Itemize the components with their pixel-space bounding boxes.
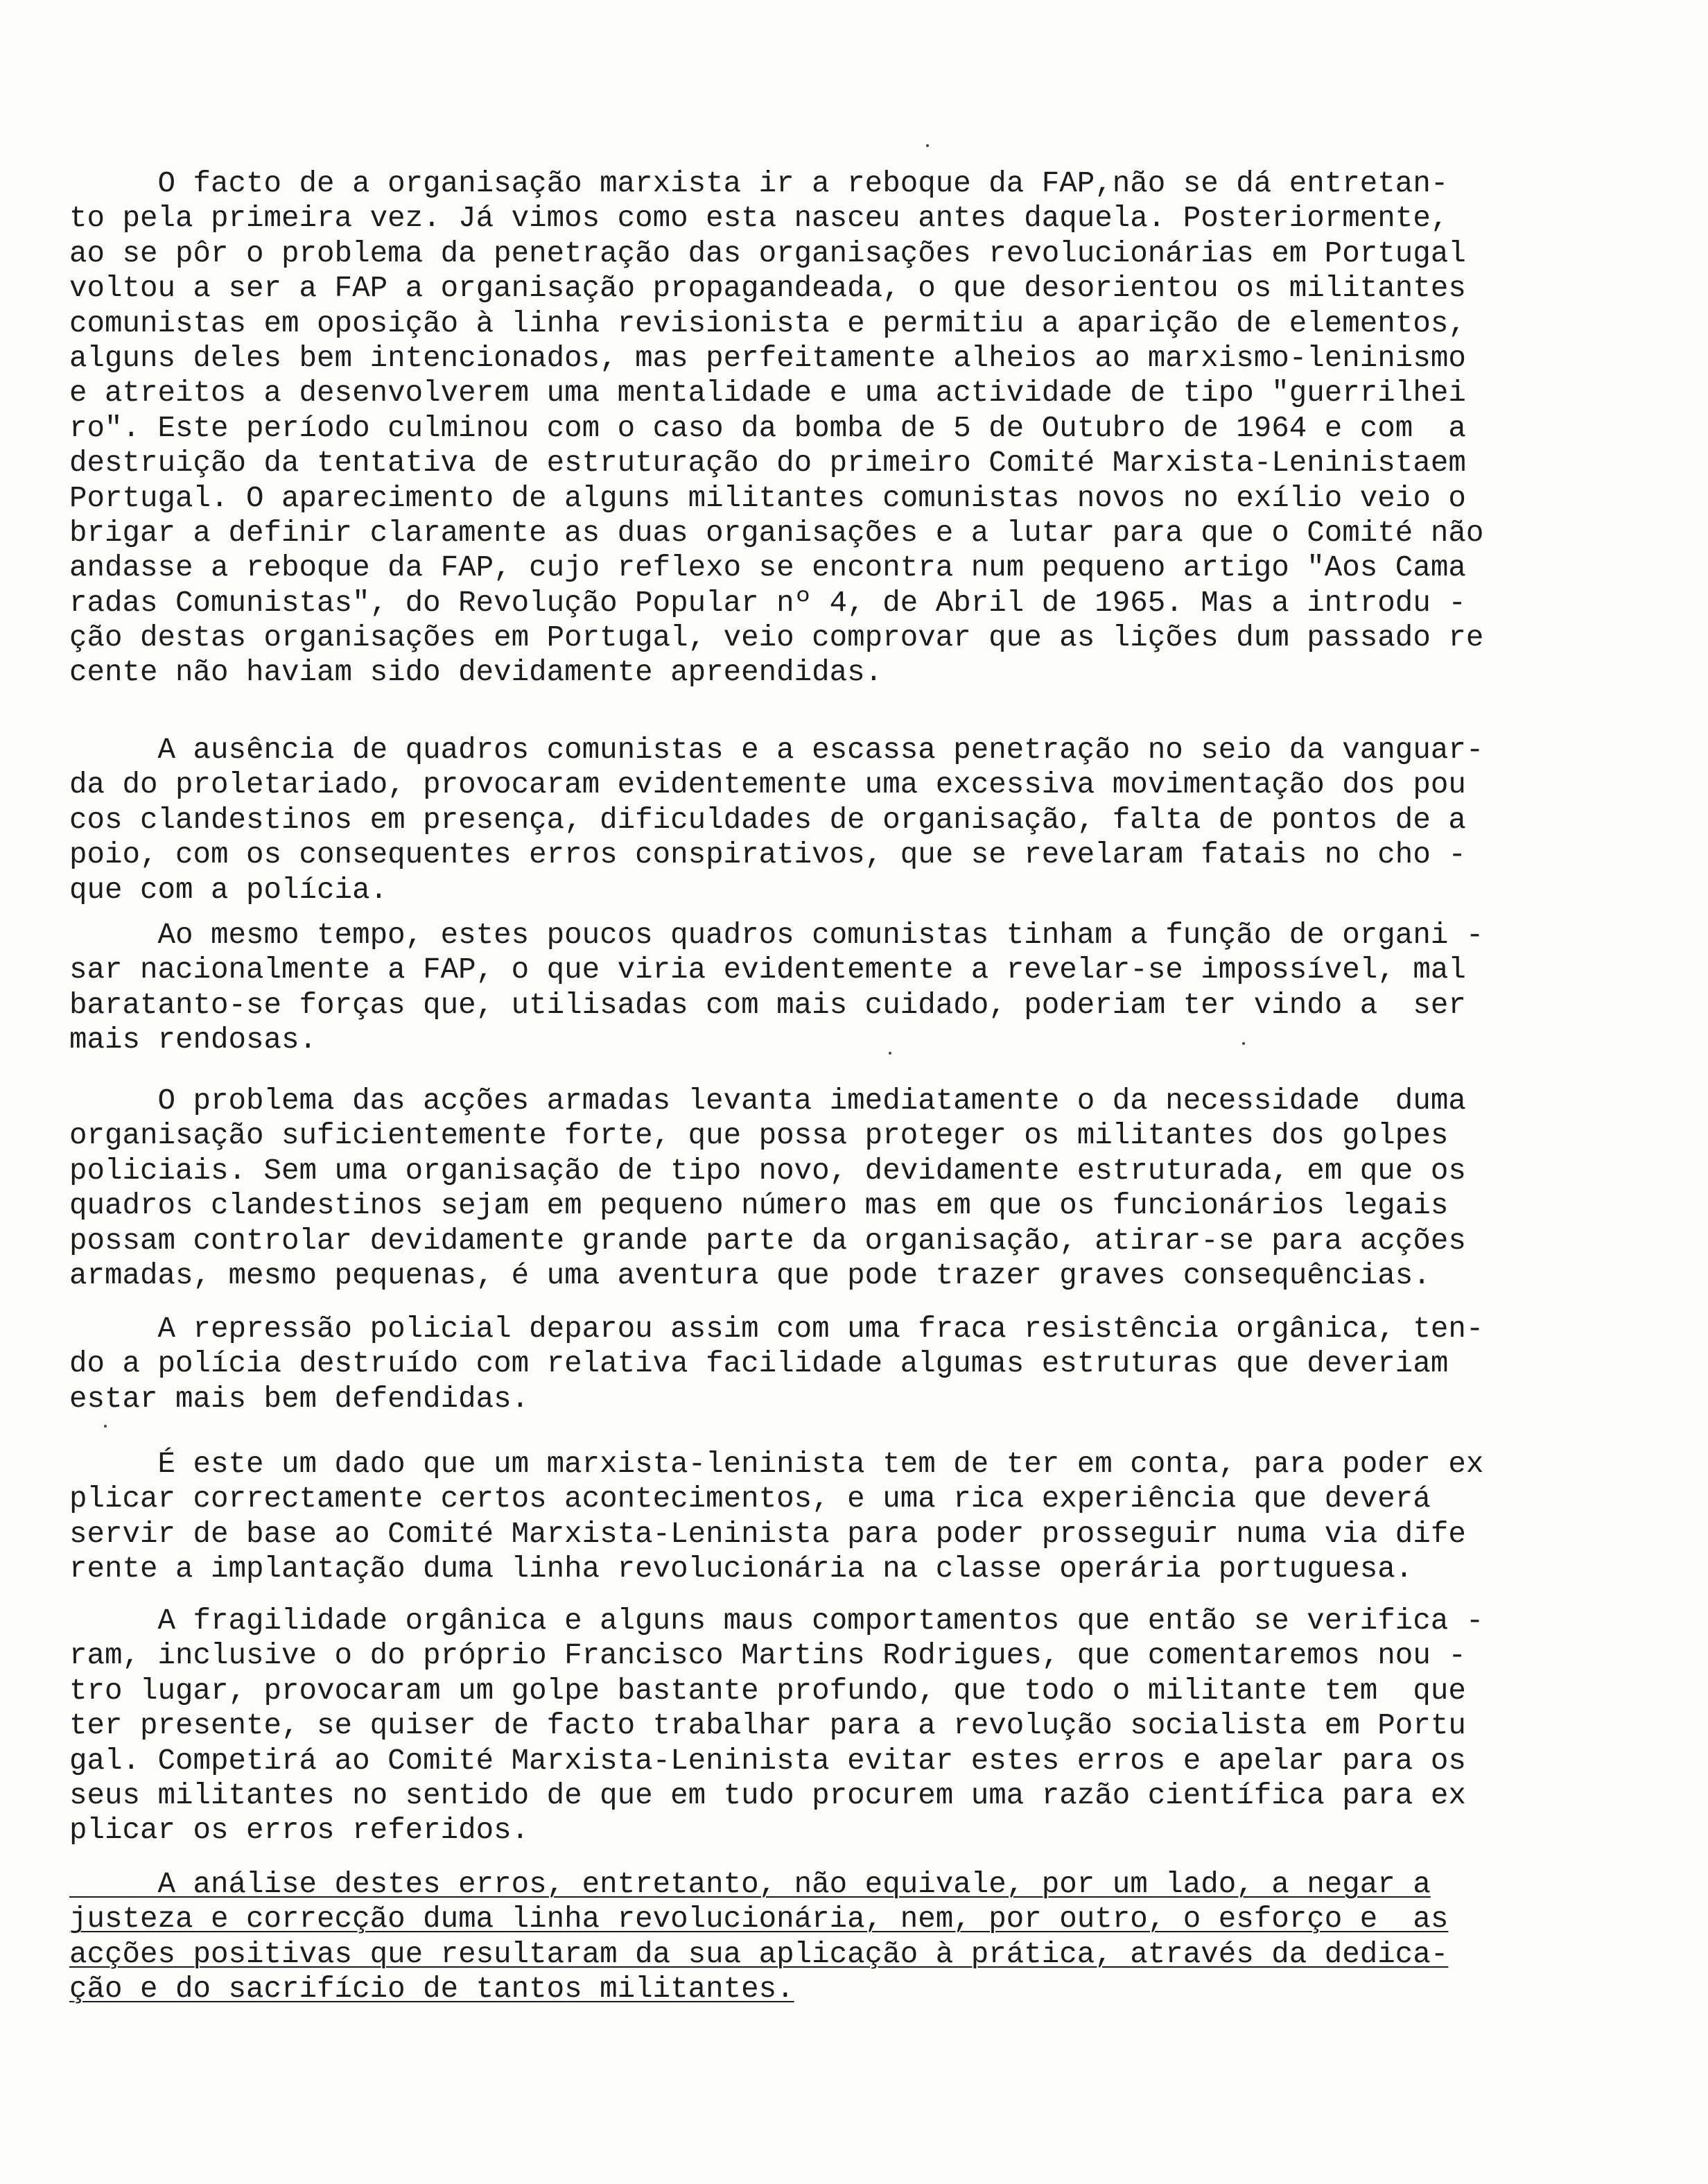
text-line: organisação suficientemente forte, que possa proteger os militantes dos golpes <box>69 1119 1449 1153</box>
text-line: plicar os erros referidos. <box>69 1814 530 1848</box>
text-line: do a polícia destruído com relativa facilidade algumas estruturas que deveriam <box>69 1347 1449 1381</box>
text-line: andasse a reboque da FAP, cujo reflexo se encontra num pequeno artigo "Aos Cama <box>69 551 1466 585</box>
text-line: to pela primeira vez. Já vimos como esta nasceu antes daquela. Posteriormente, <box>69 202 1449 236</box>
text-line: A análise destes erros, entretanto, não equivale, por um lado, a negar a <box>69 1868 1431 1901</box>
text-line: mais rendosas. <box>69 1023 317 1057</box>
text-line: seus militantes no sentido de que em tudo procurem uma razão científica para ex <box>69 1778 1466 1812</box>
text-line: baratanto-se forças que, utilisadas com mais cuidado, poderiam ter vindo a ser <box>69 988 1466 1022</box>
text-line: da do proletariado, provocaram evidentemente uma excessiva movimentação dos pou <box>69 768 1466 802</box>
text-line: armadas, mesmo pequenas, é uma aventura que pode trazer graves consequências. <box>69 1258 1431 1292</box>
paper-speck <box>1242 1042 1245 1045</box>
paragraph-1 <box>69 166 1574 691</box>
paper-speck <box>889 1052 891 1055</box>
text-line: Ao mesmo tempo, estes poucos quadros comunistas tinham a função de organi - <box>69 919 1484 952</box>
text-line: ao se pôr o problema da penetração das organisações revolucionárias em Portugal <box>69 236 1466 270</box>
paragraph-6 <box>69 1447 1574 1587</box>
text-line: poio, com os consequentes erros conspirativos, que se revelaram fatais no cho - <box>69 838 1466 872</box>
text-line: brigar a definir claramente as duas organisações e a lutar para que o Comité não <box>69 516 1484 550</box>
text-line: voltou a ser a FAP a organisação propagandeada, o que desorientou os militantes <box>69 272 1466 306</box>
text-line: plicar correctamente certos acontecimentos, e uma rica experiência que deverá <box>69 1482 1431 1516</box>
paragraph-3 <box>69 918 1574 1058</box>
text-line: É este um dado que um marxista-leninista tem de ter em conta, para poder ex <box>69 1448 1484 1481</box>
text-line: ter presente, se quiser de facto trabalhar para a revolução socialista em Portu <box>69 1709 1466 1743</box>
paper-speck <box>926 144 929 147</box>
text-line: comunistas em oposição à linha revisionista e permitiu a aparição de elementos, <box>69 306 1466 340</box>
text-line: quadros clandestinos sejam em pequeno número mas em que os funcionários legais <box>69 1189 1449 1223</box>
text-line: A repressão policial deparou assim com uma fraca resistência orgânica, ten- <box>69 1312 1484 1346</box>
text-line: destruição da tentativa de estruturação do primeiro Comité Marxista-Leninistaem <box>69 447 1466 480</box>
text-line: cos clandestinos em presença, dificuldades de organisação, falta de pontos de a <box>69 803 1466 837</box>
text-line: rente a implantação duma linha revolucionária na classe operária portuguesa. <box>69 1552 1413 1586</box>
text-line: ro". Este período culminou com o caso da bomba de 5 de Outubro de 1964 e com a <box>69 411 1466 445</box>
paragraph-8-underlined <box>69 1867 1574 2007</box>
paragraph-4 <box>69 1084 1574 1293</box>
text-line: servir de base ao Comité Marxista-Leninista para poder prosseguir numa via dife <box>69 1517 1466 1551</box>
paper-speck <box>104 1425 107 1428</box>
text-line: acções positivas que resultaram da sua aplicação à prática, através da dedica- <box>69 1937 1449 1971</box>
text-line: ram, inclusive o do próprio Francisco Martins Rodrigues, que comentaremos nou - <box>69 1639 1466 1673</box>
text-line: sar nacionalmente a FAP, o que viria evidentemente a revelar-se impossível, mal <box>69 953 1466 987</box>
text-line: possam controlar devidamente grande parte da organisação, atirar-se para acções <box>69 1224 1466 1258</box>
text-line: e atreitos a desenvolverem uma mentalidade e uma actividade de tipo "guerrilhei <box>69 376 1466 410</box>
paragraph-5 <box>69 1312 1574 1416</box>
text-line: radas Comunistas", do Revolução Popular nº 4, de Abril de 1965. Mas a introdu - <box>69 586 1466 620</box>
text-line: O problema das acções armadas levanta imediatamente o da necessidade duma <box>69 1084 1466 1118</box>
text-line: ção e do sacrifício de tantos militantes. <box>69 1973 794 2007</box>
text-line: estar mais bem defendidas. <box>69 1382 530 1416</box>
text-line: justeza e correcção duma linha revolucionária, nem, por outro, o esforço e as <box>69 1903 1449 1936</box>
text-line: Portugal. O aparecimento de alguns militantes comunistas novos no exílio veio o <box>69 481 1466 515</box>
paragraph-2 <box>69 733 1574 908</box>
text-line: A ausência de quadros comunistas e a escassa penetração no seio da vanguar- <box>69 734 1484 767</box>
text-line: policiais. Sem uma organisação de tipo novo, devidamente estruturada, em que os <box>69 1154 1466 1188</box>
text-line: alguns deles bem intencionados, mas perfeitamente alheios ao marxismo-leninismo <box>69 341 1466 375</box>
text-line: gal. Competirá ao Comité Marxista-Leninista evitar estes erros e apelar para os <box>69 1744 1466 1778</box>
text-line: ção destas organisações em Portugal, veio comprovar que as lições dum passado re <box>69 621 1484 655</box>
paragraph-7 <box>69 1604 1574 1848</box>
text-line: tro lugar, provocaram um golpe bastante profundo, que todo o militante tem que <box>69 1674 1466 1708</box>
text-line: A fragilidade orgânica e alguns maus comportamentos que então se verifica - <box>69 1604 1484 1638</box>
text-line: O facto de a organisação marxista ir a reboque da FAP,não se dá entretan- <box>69 167 1449 200</box>
text-line: cente não haviam sido devidamente apreendidas. <box>69 656 883 690</box>
text-line: que com a polícia. <box>69 873 388 907</box>
